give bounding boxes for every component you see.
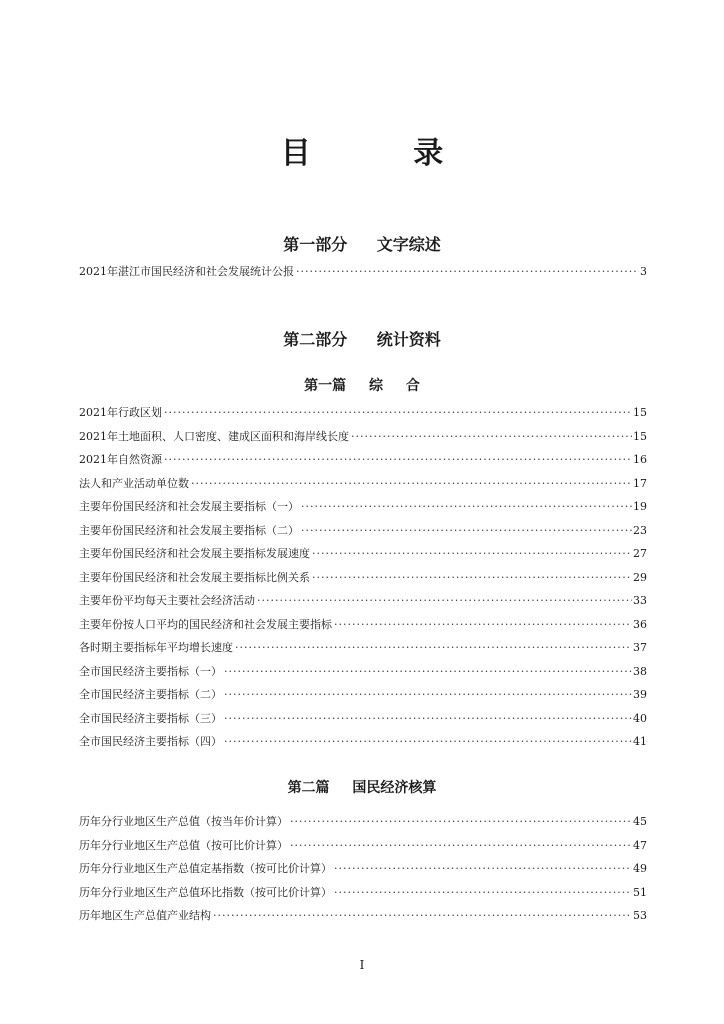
- toc-entry-label: 历年分行业地区生产总值（按当年价计算）: [79, 815, 288, 828]
- toc-entry[interactable]: [79, 569, 647, 593]
- toc-entry[interactable]: [79, 263, 647, 287]
- dot-leader: [224, 735, 632, 748]
- toc-entry[interactable]: [79, 884, 647, 908]
- dot-leader: [224, 688, 632, 701]
- chapter-two-heading: 第二篇 国民经济核算: [287, 780, 437, 796]
- toc-entry-page: 19: [633, 500, 647, 513]
- toc-entry-label: 历年分行业地区生产总值环比指数（按可比价计算）: [79, 885, 332, 899]
- toc-entry[interactable]: [79, 616, 647, 640]
- toc-entry[interactable]: [79, 813, 647, 837]
- toc-entry-page: 45: [633, 815, 647, 828]
- dot-leader: [224, 665, 632, 678]
- toc-entry-label: 全市国民经济主要指标（三）: [79, 711, 222, 725]
- toc-entry[interactable]: [79, 404, 647, 428]
- dot-leader: [301, 524, 632, 537]
- toc-entry-label: 主要年份国民经济和社会发展主要指标（一）: [79, 500, 299, 513]
- toc-entry-label: 全市国民经济主要指标（一）: [79, 664, 222, 678]
- toc-entry[interactable]: [79, 663, 647, 687]
- toc-entry-label: 2021年自然资源: [79, 453, 162, 466]
- toc-entry[interactable]: [79, 686, 647, 710]
- dot-leader: [191, 477, 632, 490]
- toc-entry-page: 33: [633, 594, 647, 607]
- toc-entry-page: 27: [633, 547, 647, 560]
- toc-entry[interactable]: [79, 733, 647, 757]
- toc-entry-page: 15: [633, 406, 647, 419]
- chapter-two-toc: [79, 813, 647, 931]
- toc-entry-page: 23: [633, 523, 647, 537]
- toc-entry-label: 2021年湛江市国民经济和社会发展统计公报: [79, 265, 294, 278]
- toc-entry-label: 全市国民经济主要指标（四）: [79, 735, 222, 748]
- toc-entry-page: 17: [633, 476, 647, 490]
- toc-entry[interactable]: [79, 837, 647, 861]
- dot-leader: [312, 571, 632, 584]
- dot-leader: [351, 430, 632, 443]
- dot-leader: [257, 594, 632, 607]
- page-title: 目 录: [280, 136, 490, 171]
- toc-entry-label: 历年分行业地区生产总值（按可比价计算）: [79, 838, 288, 852]
- toc-entry[interactable]: [79, 860, 647, 884]
- chapter-one-toc: [79, 404, 647, 757]
- toc-entry[interactable]: [79, 522, 647, 546]
- toc-entry-label: 主要年份按人口平均的国民经济和社会发展主要指标: [79, 617, 332, 631]
- dot-leader: [224, 712, 632, 725]
- part-two-heading: 第二部分 统计资料: [283, 330, 441, 349]
- toc-entry-page: 15: [633, 429, 647, 443]
- toc-entry[interactable]: [79, 451, 647, 475]
- part-one-heading: 第一部分 文字综述: [283, 235, 441, 254]
- toc-entry-page: 36: [633, 617, 647, 631]
- toc-entry-page: 38: [633, 664, 647, 678]
- chapter-one-heading: 第一篇 综 合: [304, 378, 420, 394]
- toc-entry-label: 各时期主要指标年平均增长速度: [79, 641, 233, 654]
- toc-entry-page: 51: [633, 885, 647, 899]
- dot-leader: [301, 500, 632, 513]
- toc-entry-label: 历年地区生产总值产业结构: [79, 909, 211, 922]
- toc-entry[interactable]: [79, 545, 647, 569]
- dot-leader: [164, 453, 632, 466]
- toc-entry[interactable]: [79, 710, 647, 734]
- toc-entry[interactable]: [79, 907, 647, 931]
- dot-leader: [296, 265, 639, 278]
- toc-entry-label: 主要年份国民经济和社会发展主要指标发展速度: [79, 547, 310, 560]
- dot-leader: [290, 815, 632, 828]
- toc-entry-page: 47: [633, 838, 647, 852]
- toc-entry[interactable]: [79, 475, 647, 499]
- toc-entry-page: 40: [633, 711, 647, 725]
- dot-leader: [213, 909, 632, 922]
- toc-entry-page: 53: [633, 909, 647, 922]
- toc-entry-page: 16: [633, 453, 647, 466]
- toc-entry-label: 全市国民经济主要指标（二）: [79, 688, 222, 701]
- dot-leader: [290, 839, 632, 852]
- toc-entry-page: 3: [640, 265, 647, 278]
- toc-entry-label: 2021年土地面积、人口密度、建成区面积和海岸线长度: [79, 429, 349, 443]
- dot-leader: [312, 547, 632, 560]
- toc-entry-label: 主要年份平均每天主要社会经济活动: [79, 594, 255, 607]
- toc-entry[interactable]: [79, 592, 647, 616]
- dot-leader: [164, 406, 632, 419]
- toc-entry-label: 历年分行业地区生产总值定基指数（按可比价计算）: [79, 862, 332, 875]
- toc-entry-label: 法人和产业活动单位数: [79, 476, 189, 490]
- dot-leader: [334, 862, 632, 875]
- toc-entry[interactable]: [79, 639, 647, 663]
- toc-entry-page: 39: [633, 688, 647, 701]
- toc-entry-page: 49: [633, 862, 647, 875]
- toc-entry-label: 2021年行政区划: [79, 406, 162, 419]
- dot-leader: [235, 641, 632, 654]
- dot-leader: [334, 886, 632, 899]
- part-one-toc: [79, 263, 647, 287]
- toc-entry-label: 主要年份国民经济和社会发展主要指标（二）: [79, 523, 299, 537]
- page-number: I: [359, 958, 365, 972]
- toc-entry-page: 29: [633, 570, 647, 584]
- toc-entry-label: 主要年份国民经济和社会发展主要指标比例关系: [79, 570, 310, 584]
- toc-entry[interactable]: [79, 498, 647, 522]
- toc-entry-page: 41: [633, 735, 647, 748]
- dot-leader: [334, 618, 632, 631]
- toc-entry-page: 37: [633, 641, 647, 654]
- toc-entry[interactable]: [79, 428, 647, 452]
